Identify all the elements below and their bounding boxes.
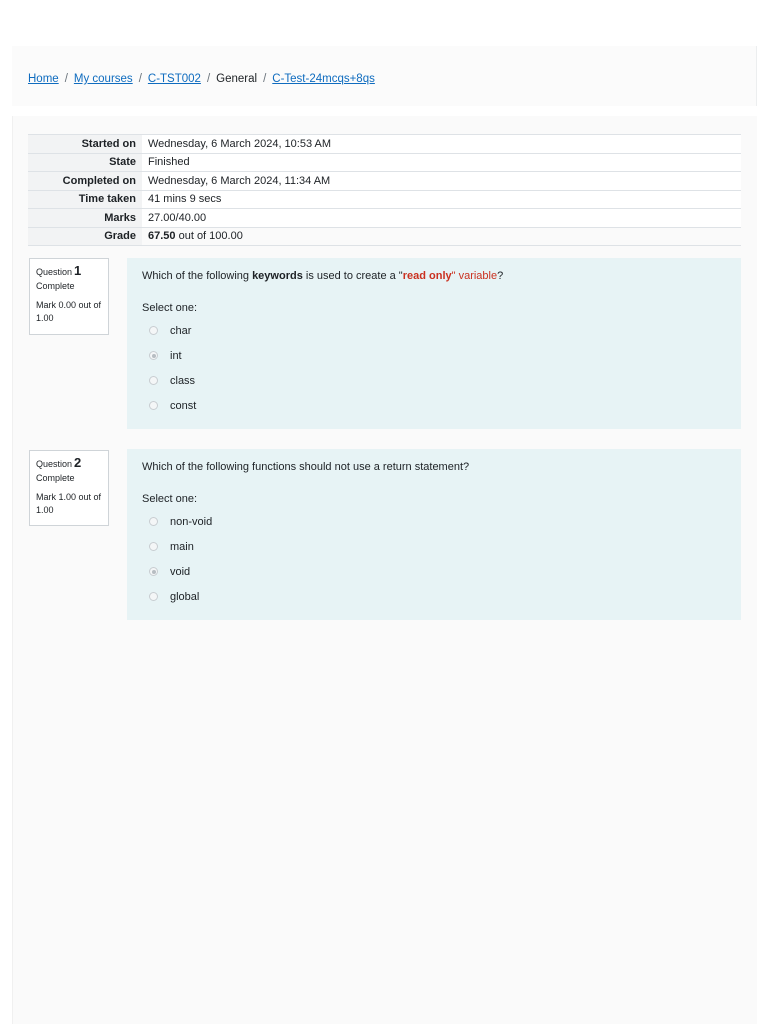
answer-option[interactable] — [142, 509, 726, 534]
summary-value: Wednesday, 6 March 2024, 11:34 AM — [142, 172, 741, 191]
question-label: Question — [36, 459, 73, 469]
summary-value: Finished — [142, 153, 741, 172]
option-label: char — [170, 324, 192, 337]
option-label: const — [170, 399, 197, 412]
summary-value: 27.00/40.00 — [142, 209, 741, 228]
question-state: Complete — [36, 281, 75, 291]
summary-row — [28, 209, 741, 228]
summary-label: State — [28, 153, 142, 172]
option-label: global — [170, 590, 200, 603]
grade-label: Grade — [28, 227, 142, 246]
answer-options — [142, 318, 726, 418]
option-label: class — [170, 374, 196, 387]
grade-suffix: out of 100.00 — [178, 230, 243, 243]
answer-option[interactable] — [142, 534, 726, 559]
breadcrumb-separator: / — [263, 73, 267, 85]
breadcrumb-section: General — [216, 73, 258, 85]
question-number: 2 — [74, 455, 82, 470]
option-label: void — [170, 565, 191, 578]
question-text: Which of the following keywords is used to create a "read only" variable? — [142, 270, 504, 282]
breadcrumb-separator: / — [64, 73, 68, 85]
question-state: Complete — [36, 473, 75, 483]
question-1-info — [29, 258, 109, 335]
answer-option[interactable] — [142, 393, 726, 418]
grade-row — [28, 227, 741, 246]
answer-prompt: Select one: — [142, 302, 198, 314]
radio-button[interactable] — [149, 542, 158, 551]
summary-row — [28, 172, 741, 191]
breadcrumb — [28, 73, 375, 85]
grade-score: 67.50 — [148, 230, 176, 243]
answer-prompt: Select one: — [142, 493, 198, 505]
breadcrumb-home-link[interactable]: Home — [28, 73, 59, 85]
breadcrumb-course-link[interactable]: C-TST002 — [147, 73, 201, 85]
breadcrumb-my-courses-link[interactable]: My courses — [73, 73, 133, 85]
summary-label: Completed on — [28, 172, 142, 191]
radio-button[interactable] — [149, 376, 158, 385]
question-2-content — [127, 449, 741, 620]
option-label: int — [170, 349, 182, 362]
question-label: Question — [36, 267, 73, 277]
answer-option[interactable] — [142, 318, 726, 343]
question-2-info — [29, 450, 109, 526]
summary-value: 41 mins 9 secs — [142, 190, 741, 209]
summary-label: Marks — [28, 209, 142, 228]
summary-row — [28, 190, 741, 209]
grade-value — [142, 227, 741, 246]
summary-label: Time taken — [28, 190, 142, 209]
answer-option[interactable] — [142, 559, 726, 584]
option-label: main — [170, 540, 194, 553]
summary-row — [28, 153, 741, 172]
radio-button[interactable] — [149, 592, 158, 601]
radio-button[interactable] — [149, 326, 158, 335]
radio-button-selected[interactable] — [149, 351, 158, 360]
answer-option[interactable] — [142, 584, 726, 609]
question-mark: Mark 0.00 out of 1.00 — [36, 300, 102, 323]
breadcrumb-separator: / — [138, 73, 142, 85]
question-mark: Mark 1.00 out of 1.00 — [36, 492, 102, 515]
answer-option[interactable] — [142, 368, 726, 393]
breadcrumb-separator: / — [206, 73, 211, 85]
radio-button[interactable] — [149, 517, 158, 526]
attempt-summary-table — [28, 134, 741, 246]
summary-label: Started on — [28, 135, 142, 154]
summary-row — [28, 135, 741, 154]
summary-value: Wednesday, 6 March 2024, 10:53 AM — [142, 135, 741, 154]
question-text: Which of the following functions should not use a return statement? — [142, 461, 470, 473]
option-label: non-void — [170, 515, 213, 528]
breadcrumb-quiz-link[interactable]: C-Test-24mcqs+8qs — [272, 73, 375, 85]
question-1-content — [127, 258, 741, 429]
radio-button[interactable] — [149, 401, 158, 410]
answer-option[interactable] — [142, 343, 726, 368]
radio-button-selected[interactable] — [149, 567, 158, 576]
answer-options — [142, 509, 726, 609]
question-number: 1 — [74, 263, 82, 278]
